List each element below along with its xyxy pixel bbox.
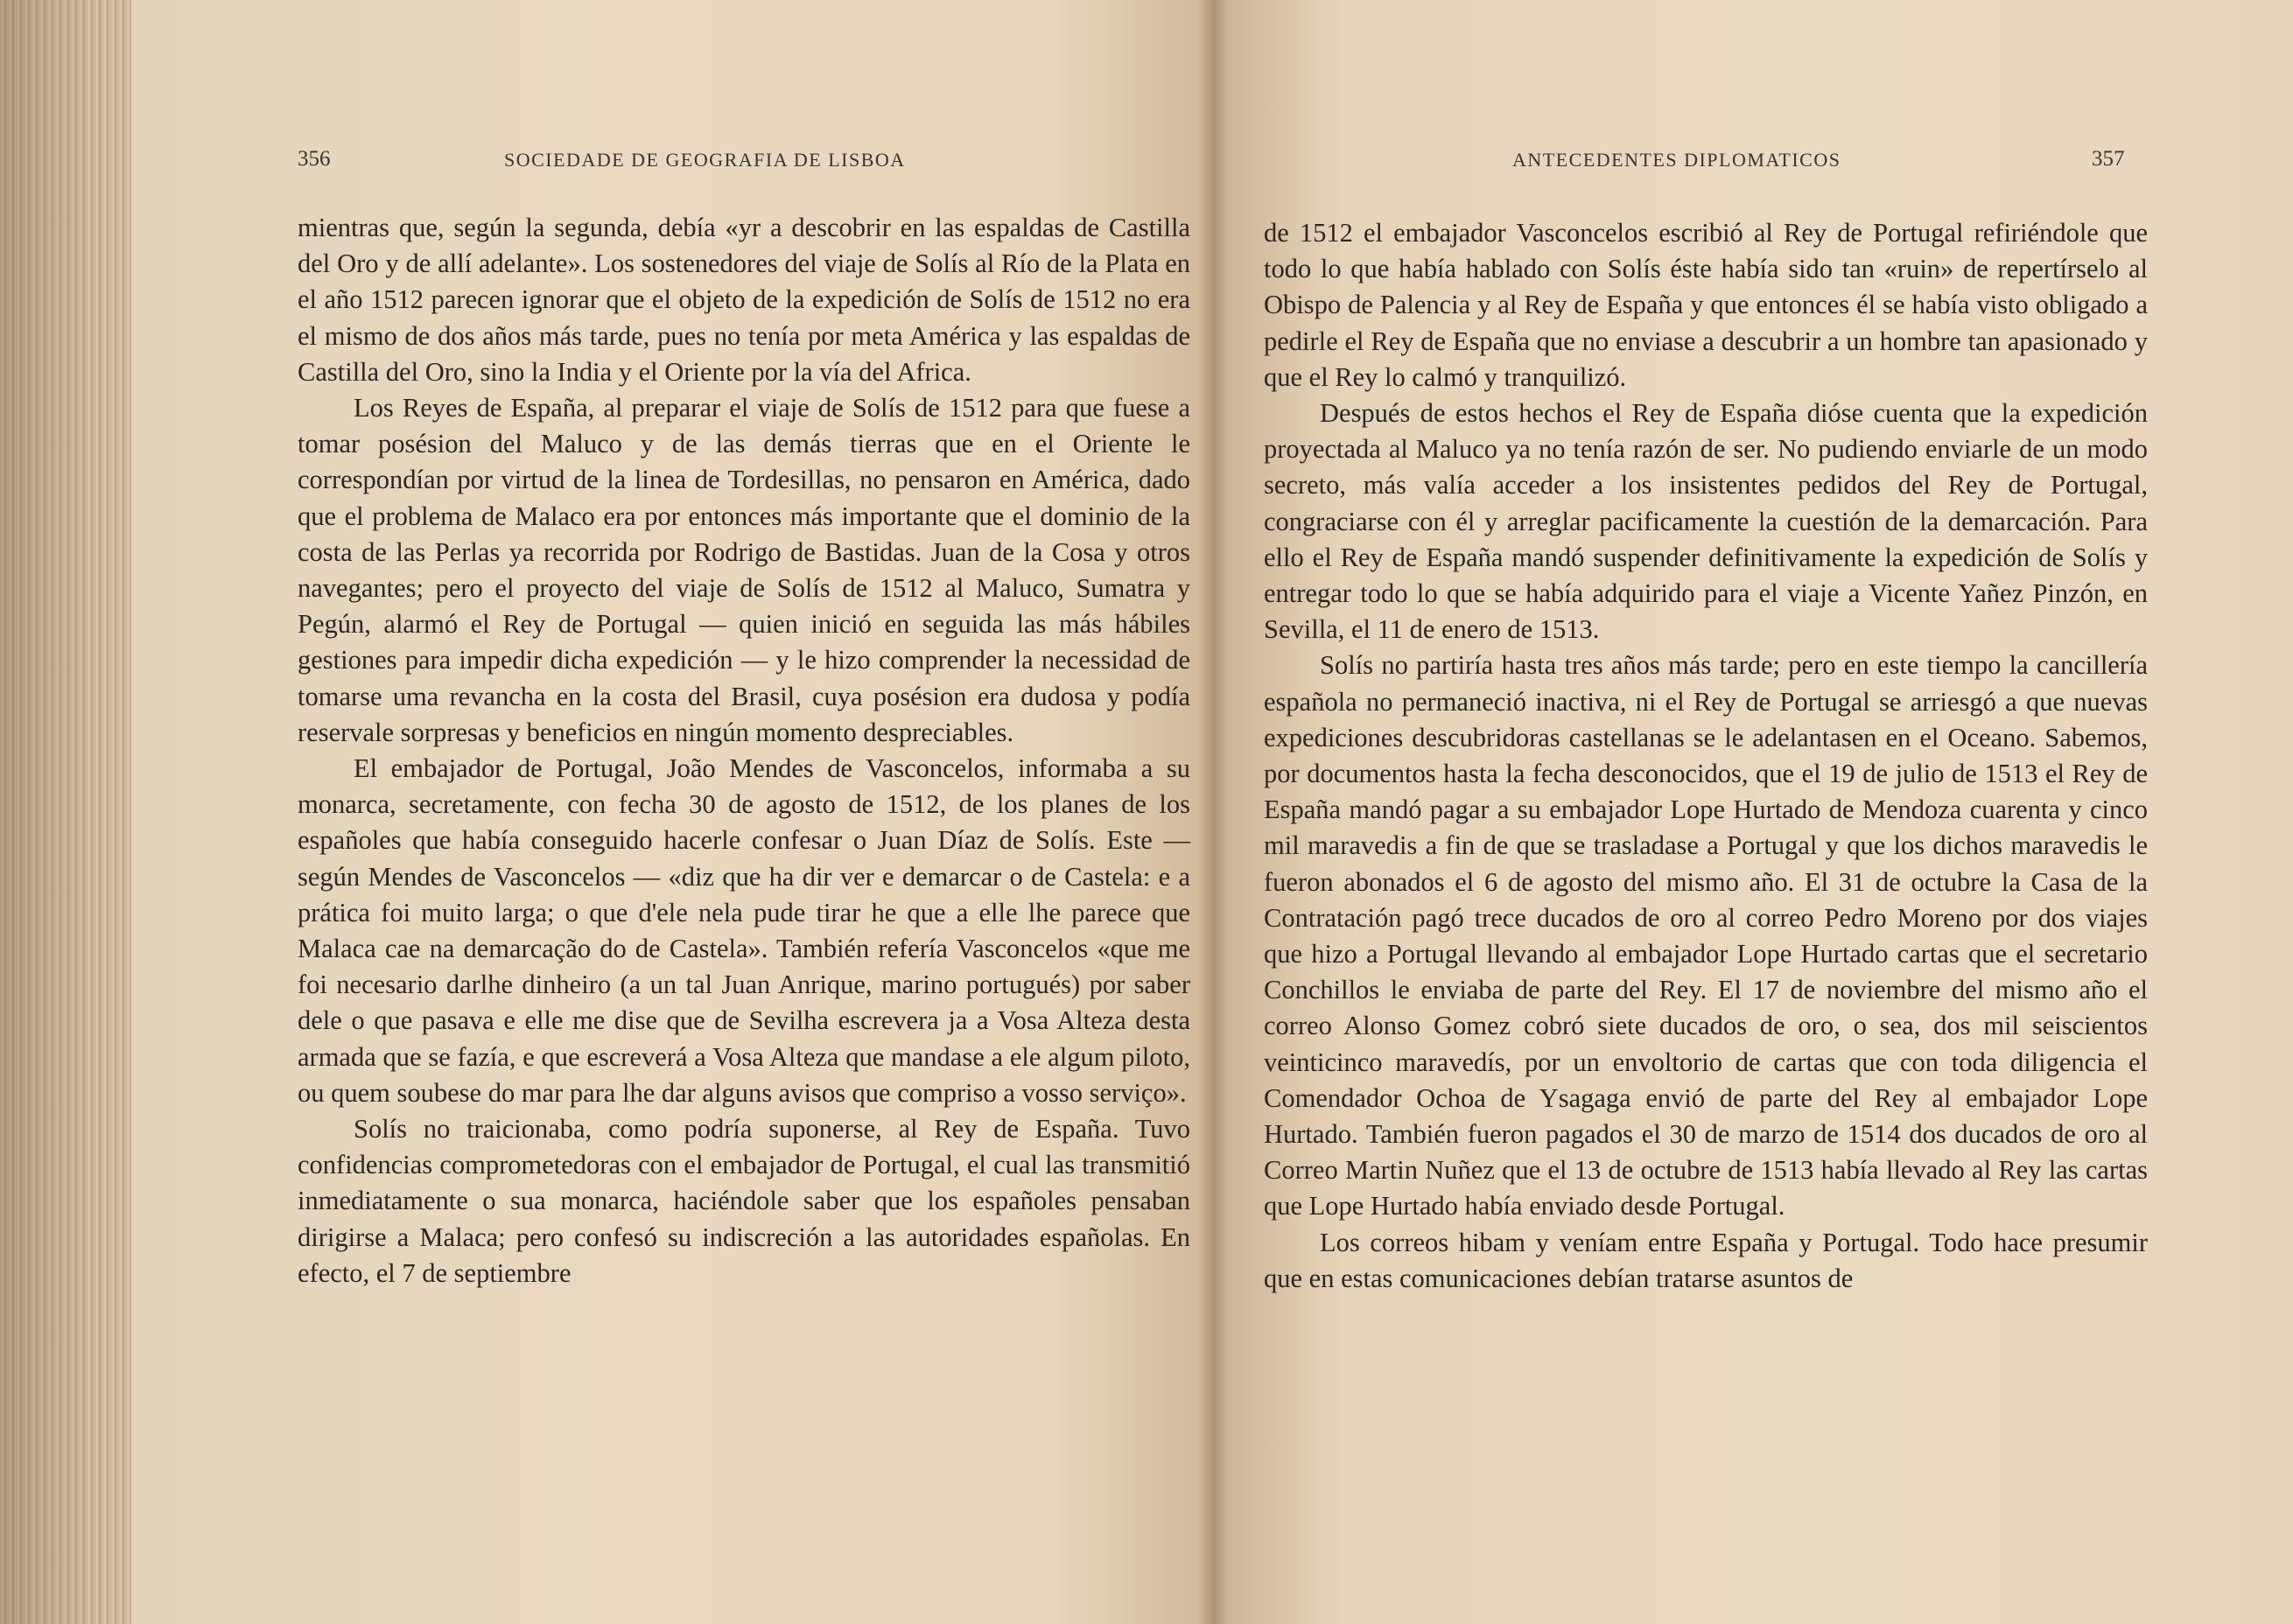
book-gutter (1197, 0, 1229, 1624)
right-paragraph: Solís no partiría hasta tres años más tarde; pero en este tiempo la cancillería española no permaneció inactiva, ni el Rey de Portugal se arriesgó a que nuevas expediciones descubridoras castellanas se le adelantasen en el Oceano. Sabemos, por documentos hasta la fecha desconocidos, que el 19 de julio de 1513 el Rey de España mandó pagar a su embajador Lope Hurtado de Mendoza cuarenta y cinco mil maravedis a fin de que se trasladase a Portugal y que los dichos maravedis le fueron abonados el 6 de agosto del mismo año. El 31 de octubre la Casa de la Contratación pagó trece ducados de oro al correo Pedro Moreno por dos viajes que hizo a Portugal llevando al embajador Lope Hurtado cartas que el secretario Conchillos le enviaba de parte del Rey. El 17 de noviembre del mismo año el correo Alonso Gomez cobró siete ducados de oro, o sea, dos mil seiscientos veinticinco maravedís, por un envoltorio de cartas que con toda diligencia el Comendador Ochoa de Ysagaga envió de parte del Rey al embajador Lope Hurtado. También fueron pagados el 30 de marzo de 1514 dos ducados de oro al Correo Martin Nuñez que el 13 de octubre de 1513 había llevado al Rey las cartas que Lope Hurtado había enviado desde Portugal. (1264, 650, 2148, 1222)
right-paragraph: Después de estos hechos el Rey de España dióse cuenta que la expedición proyectada al Maluco ya no tenía razón de ser. No pudiendo enviarle de un modo secreto, más valía acceder a los insistentes pedidos del Rey de Portugal, congraciarse con él y arreglar pacificamente la cuestión de la demarcación. Para ello el Rey de España mandó suspender definitivamente la expedición de Solís y entregar todo lo que se había adquirido para el viaje a Vicente Yañez Pinzón, en Sevilla, el 11 de enero de 1513. (1264, 398, 2148, 645)
right-running-head: ANTECEDENTES DIPLOMATICOS (1512, 149, 1841, 171)
left-page (131, 0, 1213, 1624)
left-running-head: SOCIEDADE DE GEOGRAFIA DE LISBOA (504, 149, 906, 171)
left-paragraph: mientras que, según la segunda, debía «yr a descobrir en las espaldas de Castilla del Oro y de allí adelante». Los sostenedores del viaje de Solís al Río de la Plata en el año 1512 parecen ignorar que el objeto de la expedición de Solís de 1512 no era el mismo de dos años más tarde, pues no tenía por meta América y las espaldas de Castilla del Oro, sino la India y el Oriente por la vía del Africa. (298, 213, 1190, 387)
left-body-text (298, 210, 1190, 1292)
right-paragraph: de 1512 el embajador Vasconcelos escribió al Rey de Portugal refiriéndole que todo lo que había hablado con Solís éste había sido tan «ruin» de repertírselo al Obispo de Palencia y al Rey de España y que entonces él se había visto obligado a pedirle el Rey de España que no enviase a descubrir a un hombre tan apasionado y que el Rey lo calmó y tranquilizó. (1264, 218, 2148, 392)
left-paragraph: Los Reyes de España, al preparar el viaje de Solís de 1512 para que fuese a tomar posésion del Maluco y de las demás tierras que en el Oriente le correspondían por virtud de la linea de Tordesillas, no pensaron en América, dado que el problema de Malaco era por entonces más importante que el dominio de la costa de las Perlas ya recorrida por Rodrigo de Bastidas. Juan de la Cosa y otros navegantes; pero el proyecto del viaje de Solís de 1512 al Maluco, Sumatra y Pegún, alarmó el Rey de Portugal — quien inició en seguida las más hábiles gestiones para impedir dicha expedición — y le hizo comprender la necessidad de tomarse uma revancha en la costa del Brasil, cuya posésion era dudosa y podía reservale sorpresas y beneficios en ningún momento despreciables. (298, 393, 1190, 747)
left-paragraph: El embajador de Portugal, João Mendes de Vasconcelos, informaba a su monarca, secretamente, con fecha 30 de agosto de 1512, de los planes de los españoles que había conseguido hacerle confesar o Juan Díaz de Solís. Este — según Mendes de Vasconcelos — «diz que ha dir ver e demarcar o de Castela: e a prática foi muito larga; o que d'ele nela pude tirar he que a elle lhe parece que Malaca cae na demarcação do de Castela». También refería Vasconcelos «que me foi necesario darlhe dinheiro (a un tal Juan Anrique, marino portugués) por saber dele o que pasava e elle me dise que de Sevilha escrevera ja a Vosa Alteza desta armada que se fazía, e que escreverá a Vosa Alteza que mandase a ele algum piloto, ou quem soubese do mar para lhe dar alguns avisos que compriso a vosso serviço». (298, 753, 1190, 1108)
page-edges (0, 0, 131, 1624)
left-page-number: 356 (298, 147, 331, 171)
right-page (1213, 0, 2293, 1624)
right-page-number: 357 (2092, 147, 2125, 171)
left-paragraph: Solís no traicionaba, como podría suponerse, al Rey de España. Tuvo confidencias comprometedoras con el embajador de Portugal, el cual las transmitió inmediatamente o sua monarca, haciéndole saber que los españoles pensaban dirigirse a Malaca; pero confesó su indiscreción a las autoridades españolas. En efecto, el 7 de septiembre (298, 1114, 1190, 1288)
right-paragraph: Los correos hibam y veníam entre España y Portugal. Todo hace presumir que en estas comunicaciones debían tratarse asuntos de (1264, 1227, 2148, 1293)
right-body-text (1264, 215, 2148, 1297)
